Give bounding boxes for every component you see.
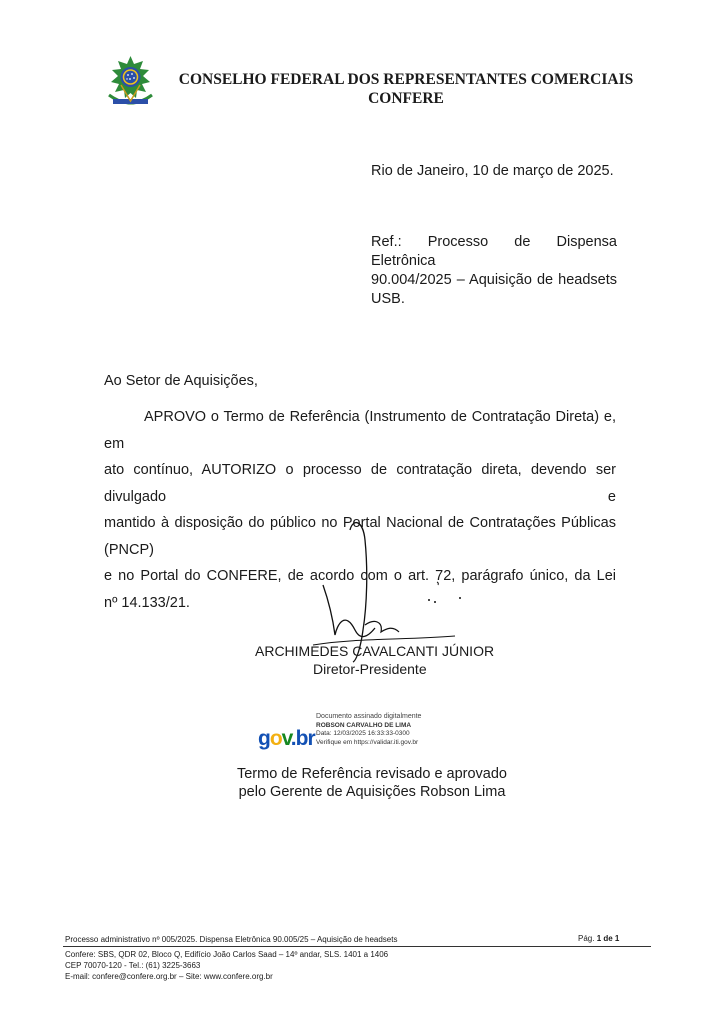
footer-process: Processo administrativo nº 005/2025. Dispensa Eletrônica 90.005/25 – Aquisição de headsets: [65, 935, 398, 944]
signer-name: ARCHIMEDES CAVALCANTI JÚNIOR: [255, 643, 495, 659]
govbr-signature-stamp: [258, 713, 458, 757]
header-organization: [176, 70, 636, 108]
footer-page: [578, 934, 619, 943]
note-line: pelo Gerente de Aquisições Robson Lima: [238, 784, 506, 800]
letter-date: Rio de Janeiro, 10 de março de 2025.: [371, 163, 614, 179]
govbr-verify-link: Verifique em https://validar.iti.gov.br: [316, 738, 419, 746]
salutation: Ao Setor de Aquisições,: [104, 373, 258, 389]
govbr-logo: gov.br: [258, 727, 315, 750]
govbr-info: [316, 713, 421, 747]
body-line: mantido à disposição do público no Portal Nacional de Contratações Públicas (PNCP): [104, 515, 616, 558]
reference-line: 90.004/2025 – Aquisição de headsets: [371, 272, 617, 288]
address-line: CEP 70070-120 - Tel.: (61) 3225-3663: [65, 961, 201, 970]
body-line: nº 14.133/21.: [104, 594, 190, 611]
footer-divider: [63, 946, 651, 947]
reference-block: [371, 233, 617, 309]
brazil-coat-of-arms-icon: [103, 55, 158, 110]
reference-line: Ref.: Processo de Dispensa Eletrônica: [371, 234, 617, 269]
body-line: APROVO o Termo de Referência (Instrumento de Contratação Direta) e, em: [104, 409, 616, 452]
body-line: ato contínuo, AUTORIZO o processo de contratação direta, devendo ser divulgado e: [104, 462, 616, 505]
reference-line: USB.: [371, 291, 405, 307]
review-note: [232, 765, 512, 801]
organization-name: CONSELHO FEDERAL DOS REPRESENTANTES COMERCIAIS: [178, 71, 634, 88]
address-line: Confere: SBS, QDR 02, Bloco Q, Edifício João Carlos Saad – 14º andar, SLS. 1401 a 1406: [65, 950, 389, 959]
footer-address: [65, 949, 388, 982]
organization-acronym: CONFERE: [368, 90, 444, 107]
signature-marks: [425, 578, 465, 608]
note-line: Termo de Referência revisado e aprovado: [236, 766, 507, 782]
signer-role: Diretor-Presidente: [313, 661, 427, 677]
address-line: E-mail: confere@confere.org.br – Site: www.confere.org.br: [65, 972, 273, 981]
page-label: Pág.: [578, 934, 595, 943]
page-number: 1 de 1: [596, 934, 620, 943]
govbr-date: Data: 12/03/2025 16:33:33-0300: [316, 730, 410, 737]
govbr-title: Documento assinado digitalmente: [316, 713, 422, 720]
govbr-signer: ROBSON CARVALHO DE LIMA: [316, 721, 412, 729]
body-line: e no Portal do CONFERE, de acordo com o art. 72, parágrafo único, da Lei: [104, 568, 616, 584]
